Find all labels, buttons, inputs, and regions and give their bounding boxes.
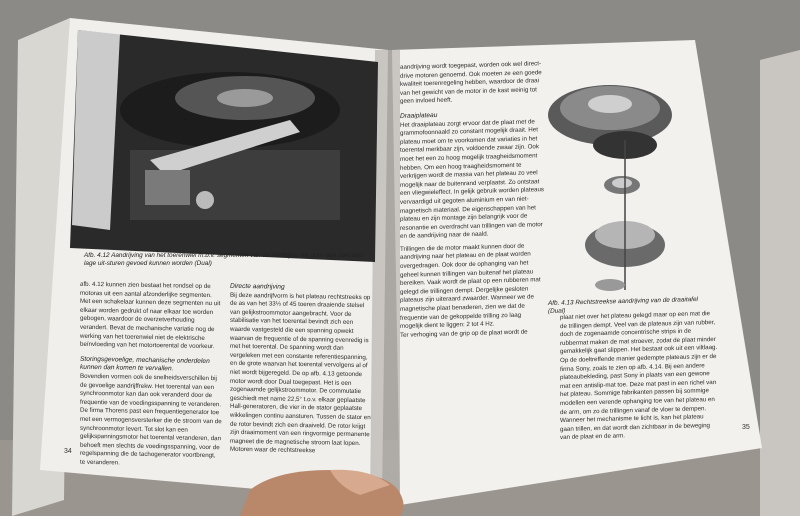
left-col1-paragraph-2: Bovendien vormen ook de snelheidsverschillen bij de gevoelige aandrijffrekw. Het toerental van een synchroonmotor kan dan ook veranderd door de frequentie van de voedingsspanning te veranderen. De firma Thorens past een frequentiegenerator toe met een vermogensversterker die de stroom van de synchroonmotor levert. Tot slot kan een gelijkspanningsmotor het toerental veranderen, dan behoeft men slechts de voedingsspanning, voor de regelspanning die de tachogenerator voortbrengt, te veranderen. xyxy=(80,372,222,467)
right-col1-paragraph: aandrijving wordt toegepast, worden ook wel direct-drive motoren genoemd. Ook moeten ze een goede kwaliteit toerenregeling hebben, waardoor de draai van het gewicht van de motor in de kast weinig tot geen invloed heeft. xyxy=(400,60,542,106)
left-page-number: 34 xyxy=(64,448,72,455)
right-column-2 xyxy=(560,310,718,442)
right-figure-caption: Afb. 4.13 Rechtstreekse aandrijving van de draaitafel (Dual) xyxy=(548,296,698,315)
left-col2-heading: Directe aandrijving xyxy=(230,282,285,291)
left-col1-paragraph: afb. 4.12 kunnen zien bestaat het rondsel op de motoras uit een aantal afzonderlijke segmenten. Met een schakelaar kunnen deze segmenten nu uit elkaar worden gedrukt of naar elkaar toe worden gebogen, waardoor de overzetverhouding verandert. Bevat de mechanische variatie nog de werking van het toerenwiel niet de elektrische beïnvloeding van het motortoerental de voorkeur. xyxy=(80,280,221,351)
right-col1-paragraph-4: Ter verhoging van de grip op de plaat wordt de xyxy=(400,328,528,339)
right-page-number: 35 xyxy=(742,424,750,431)
left-col1-heading: Storingsgevoelige, mechanische onderdelen kunnen dan komen te vervallen. xyxy=(80,355,210,373)
right-col1-paragraph-2: Het draaiplateau zorgt ervoor dat de plaat met de grammofoonnaald zo constant mogelijk draait. Het plateau moet om te voorkomen dat variaties in het toerental merkbaar zijn, voldoende zwaar zijn. Ook moet het een zo hoog mogelijk traagheidsmoment hebben. Om een hoog traagheidsmoment te verkrijgen wordt de massa van het plateau zo veel mogelijk naar de buitenrand verplaatst. Zo ontstaat een vliegwieleffect. In gelijk gebruik worden plateaus vervaardigd uit gegoten aluminium en van niet-magnetisch materiaal. De eigenschappen van het plateau en zijn montage zijn belangrijk voor de resonantie en overdracht van trillingen van de motor en de aandrijving naar de naald. xyxy=(400,117,545,241)
right-column-1 xyxy=(400,60,545,459)
left-col2-paragraph: Bij deze aandrijfvorm is het plateau rechtstreeks op de as van het 33⅓ of 45 toeren draaiende stelsel van gelijkstroommotor aangebracht. Voor de stabilisatie van het toerental bevindt zich een waarde vastgesteld die een spanning opwekt waarvan de frequentie of de spanning evenredig is met het toerental. De spanning wordt dan vergeleken met een constante referentiespanning, en de grote waarvan het toerental vervolgens al of niet wordt bijgeregeld. De op afb. 4.13 getoonde motor wordt door Dual toegepast. Het is een zogenaamde gelijkstroommotor. De commutatie geschiedt met name 22,5° t.o.v. elkaar geplaatste Hall-generatoren, die vier in de stator geplaatste wikkelingen continu aansturen. Tussen de stator en de rotor bevindt zich een draaiveld. De rotor krijgt zijn draaimoment van een ringvormige permanente magneet die de magnetische stroom laat lopen. Motoren waar de rechtstreekse xyxy=(230,291,371,455)
left-column-2 xyxy=(230,282,372,455)
left-figure-caption: Afb. 4.12 Aandrijving van het toerenwiel m.b.v. segmenten van de aandrijfas die door een constant-lage uit-sturen gevoed kunnen worden (Dual) xyxy=(84,252,365,267)
right-col1-paragraph-3: Trillingen die de motor maakt kunnen door de aandrijving naar het plateau en de plaat worden overgedragen. Ook door de ophanging van het geheel kunnen trillingen van buitenaf het plateau bereiken. Vaak wordt de plaat op een rubberen mat gelegd die trillingen dempt. Dergelijke gesloten plateaus zijn uiteraard zwaarder. Wanneer we de magnetische plaat benaderen, zien we dat de frequentie van de gekoppelde trilling zo laag mogelijk dient te liggen: 2 tot 4 Hz. xyxy=(400,242,541,331)
right-col2-paragraph: plaat niet over het plateau gelegd maar op een mat die de trillingen dempt. Veel van de plateaus zijn van rubber, doch de zogenaamde concentrische strips in de rubbermat maken de mat stroever, zodat de plaat minder gemakkelijk gaat slippen. Het bestaat ook uit een viltlaag. Op de doeltreffende manier gedempte plateaus zijn er de firma Sony, zoals te zien op afb. 4.14. Bij een andere plateaubekleding, past Sony in plaats van een gewone mat een antislip-mat toe. Deze mat past in een richel van het plateau. Sommige fabrikanten passen bij sommige modellen een verende ophanging toe van het plateau en de arm, om zo de trillingen vanaf de vloer te dempen. Wanneer het mechanisme te licht is, kan het plateau gaan trillen, en dat wordt dan zichtbaar in de beweging van de plaat en de arm. xyxy=(560,310,718,442)
right-col1-heading: Draaiplateau xyxy=(400,111,438,120)
left-column-1 xyxy=(80,280,222,467)
